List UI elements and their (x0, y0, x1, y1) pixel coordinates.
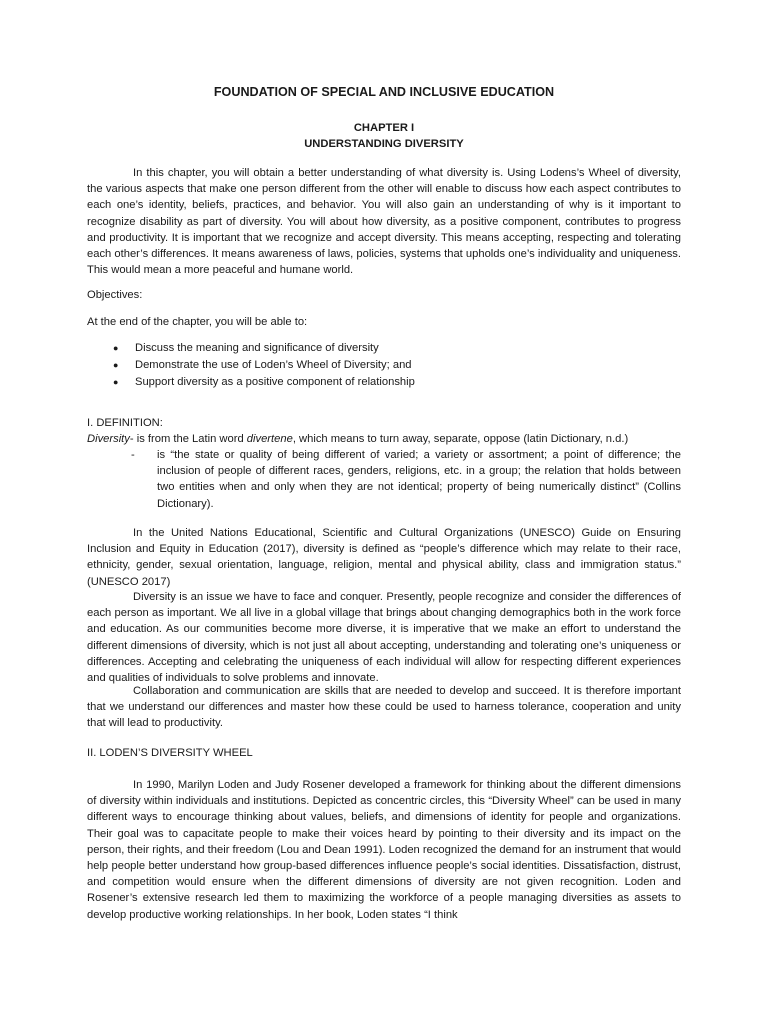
unesco-paragraph: In the United Nations Educational, Scientific and Cultural Organizations (UNESCO) Guide on Ensuring Inclusion and Equity in Education (2017), diversity is defined as “people’s difference which may relate to their race, ethnicity, gender, sexual orientation, language, religion, mental and physical ability, class and immigration status.” (UNESCO 2017) (87, 527, 681, 588)
definition-line (87, 431, 681, 447)
definition-latin-word: divertene (246, 433, 293, 445)
chapter-title: UNDERSTANDING DIVERSITY (304, 138, 464, 150)
objective-text: Discuss the meaning and significance of diversity (135, 342, 379, 354)
collins-definition-text: is “the state or quality of being different of varied; a variety or assortment; a point of difference; the inclusion of people of different races, genders, religions, etc. in a group; the relation that holds between two entities when and only when they are not identical; property of being numerically distinct” (Collins Dictionary). (157, 449, 681, 510)
loden-paragraph: In 1990, Marilyn Loden and Judy Rosener developed a framework for thinking about the different dimensions of diversity within individuals and institutions. Depicted as concentric circles, this “Diversity Wheel” can be used in many different ways to encourage thinking about values, beliefs, and dimensions of identity for people and organizations. Their goal was to capacitate people to make their voices heard by pointing to their diversity and its impact on the person, their rights, and their freedom (Lou and Dean 1991). Loden recognized the demand for an instrument that would help people better understand how group-based differences influence people’s social identities. Dissatisfaction, distrust, and competition would ensure when the different dimensions of diversity are not given recognition. Loden and Rosener’s extensive research led them to maximizing the workforce of a people managing diversities as assets to develop productive working relationships. In her book, Loden states “I think (87, 779, 681, 921)
objective-text: Support diversity as a positive component of relationship (135, 376, 415, 388)
objective-text: Demonstrate the use of Loden’s Wheel of Diversity; and (135, 359, 412, 371)
definition-term: Diversity (87, 433, 130, 445)
objectives-lead: At the end of the chapter, you will be able to: (87, 316, 308, 328)
document-title: FOUNDATION OF SPECIAL AND INCLUSIVE EDUCATION (213, 85, 555, 99)
definition-text-end: , which means to turn away, separate, oppose (latin Dictionary, n.d.) (292, 433, 629, 445)
objectives-label: Objectives: (87, 289, 143, 301)
chapter-number: CHAPTER I (353, 122, 415, 134)
collaboration-paragraph: Collaboration and communication are skills that are needed to develop and succeed. It is therefore important that we understand our differences and master how these could be used to harness tolerance, cooperation and unity that will lead to productivity. (87, 685, 681, 730)
issue-paragraph: Diversity is an issue we have to face and conquer. Presently, people recognize and consider the differences of each person as important. We all live in a global village that brings about changing demographics both in the work force and education. As our communities become more diverse, it is imperative that we make an effort to understand the different dimensions of diversity, which is not just all about accepting, understanding and tolerating one’s uniqueness or differences. Accepting and celebrating the uniqueness of each individual will allow for respecting different experiences and qualities of individuals to solve problems and innovate. (87, 591, 681, 685)
definition-text: - is from the Latin word (129, 433, 247, 445)
bullet-icon: ● (113, 343, 119, 353)
bullet-icon: ● (113, 377, 119, 387)
section-heading-loden: II. LODEN’S DIVERSITY WHEEL (87, 747, 253, 759)
dash-marker: - (131, 449, 135, 461)
bullet-icon: ● (113, 360, 119, 370)
section-heading-definition: I. DEFINITION: (87, 417, 163, 429)
intro-paragraph: In this chapter, you will obtain a better understanding of what diversity is. Using Lodens’s Wheel of diversity, the various aspects that make one person different from the other will enable to discuss how each aspect contributes to each one’s identity, beliefs, practices, and behavior. You will also gain an understanding of why is it important to recognize disability as part of diversity. You will about how diversity, as a positive component, contributes to progress and productivity. It is important that we recognize and accept diversity. This means accepting, respecting and tolerating each other’s differences. It means awareness of laws, policies, systems that upholds one’s individuality and uniqueness. This would mean a more peaceful and humane world. (87, 167, 681, 277)
